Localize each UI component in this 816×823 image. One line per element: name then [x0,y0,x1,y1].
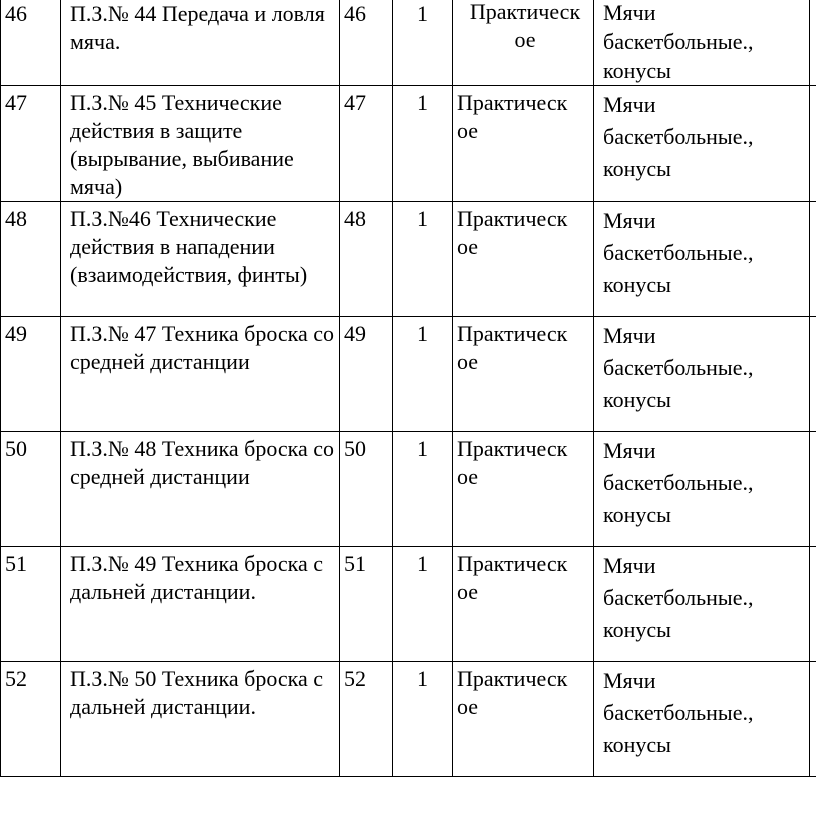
lesson-type: Практическ ое [453,202,594,317]
lesson-code: 52 [340,662,393,777]
row-number: 51 [1,547,61,662]
lesson-type: Практическ ое [453,86,594,202]
empty-cell [810,317,816,432]
lesson-type: Практическ ое [453,0,594,86]
row-number: 50 [1,432,61,547]
table-row [1,317,816,432]
table-row [1,0,816,86]
empty-cell [810,662,816,777]
lesson-equipment: Мячи баскетбольные., конусы [594,0,810,86]
lesson-topic: П.З.№ 47 Техника броска со средней дистанции [61,317,340,432]
table-row [1,86,816,202]
lesson-code: 46 [340,0,393,86]
lesson-topic: П.З.№ 49 Техника броска с дальней дистанции. [61,547,340,662]
lesson-hours: 1 [393,202,453,317]
lesson-equipment: Мячи баскетбольные., конусы [594,317,810,432]
table-row [1,547,816,662]
empty-cell [810,86,816,202]
lesson-code: 50 [340,432,393,547]
lesson-equipment: Мячи баскетбольные., конусы [594,432,810,547]
table-row [1,432,816,547]
lesson-hours: 1 [393,662,453,777]
empty-cell [810,202,816,317]
lesson-topic: П.З.№ 50 Техника броска с дальней дистанции. [61,662,340,777]
lesson-equipment: Мячи баскетбольные., конусы [594,547,810,662]
table-row [1,662,816,777]
lesson-topic: П.З.№ 48 Техника броска со средней дистанции [61,432,340,547]
lesson-code: 47 [340,86,393,202]
lesson-topic: П.З.№ 44 Передача и ловля мяча. [61,0,340,86]
empty-cell [810,432,816,547]
lesson-type: Практическ ое [453,547,594,662]
lesson-hours: 1 [393,547,453,662]
lesson-hours: 1 [393,317,453,432]
lesson-hours: 1 [393,86,453,202]
lesson-topic: П.З.№ 45 Технические действия в защите (вырывание, выбивание мяча) [61,86,340,202]
lesson-hours: 1 [393,432,453,547]
lesson-code: 48 [340,202,393,317]
empty-cell [810,547,816,662]
lesson-hours: 1 [393,0,453,86]
row-number: 46 [1,0,61,86]
lesson-equipment: Мячи баскетбольные., конусы [594,202,810,317]
empty-cell [810,0,816,86]
lesson-equipment: Мячи баскетбольные., конусы [594,662,810,777]
row-number: 47 [1,86,61,202]
lesson-type: Практическ ое [453,662,594,777]
lesson-type: Практическ ое [453,317,594,432]
lesson-type: Практическ ое [453,432,594,547]
lesson-topic: П.З.№46 Технические действия в нападении (взаимодействия, финты) [61,202,340,317]
lesson-equipment: Мячи баскетбольные., конусы [594,86,810,202]
row-number: 52 [1,662,61,777]
table-row [1,202,816,317]
row-number: 48 [1,202,61,317]
lesson-code: 51 [340,547,393,662]
lesson-code: 49 [340,317,393,432]
row-number: 49 [1,317,61,432]
